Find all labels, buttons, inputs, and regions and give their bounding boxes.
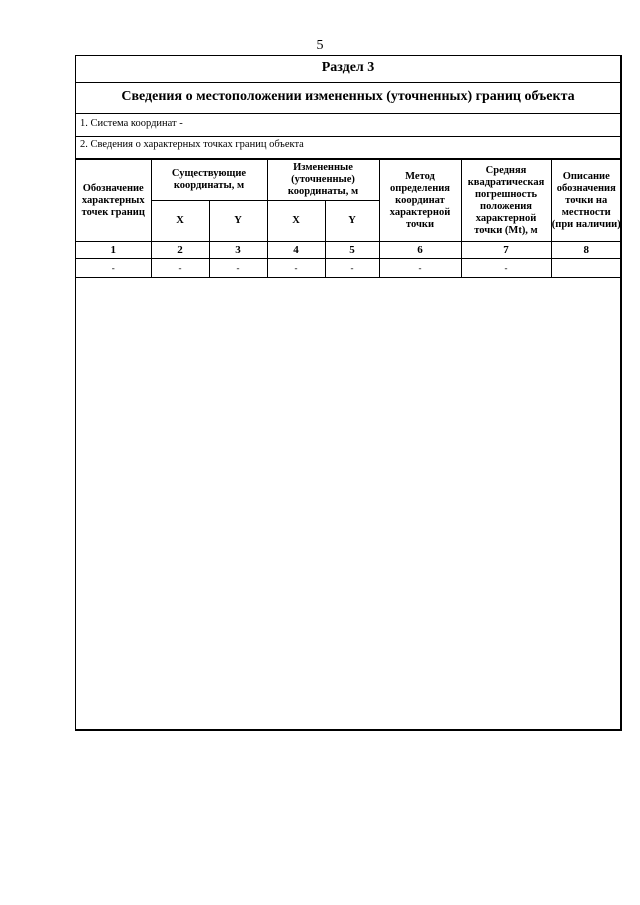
header-changed-coords: Измененные (уточненные) координаты, м bbox=[267, 160, 379, 201]
section-title: Раздел 3 bbox=[76, 56, 620, 83]
page-number: 5 bbox=[316, 38, 324, 53]
table-cell: - bbox=[76, 259, 151, 278]
table-header-row bbox=[76, 160, 621, 201]
header-error: Средняя квадратическая погрешность положения характерной точки (Mt), м bbox=[461, 160, 551, 242]
column-number: 3 bbox=[209, 242, 267, 259]
header-changed-x: X bbox=[267, 201, 325, 242]
column-number: 1 bbox=[76, 242, 151, 259]
table-cell: - bbox=[209, 259, 267, 278]
header-existing-x: X bbox=[151, 201, 209, 242]
column-number-row bbox=[76, 242, 621, 259]
table-cell: - bbox=[325, 259, 379, 278]
column-number: 7 bbox=[461, 242, 551, 259]
header-method: Метод определения координат характерной точки bbox=[379, 160, 461, 242]
object-title: Сведения о местоположении измененных (уточненных) границ объекта bbox=[76, 82, 620, 114]
table-cell: - bbox=[267, 259, 325, 278]
column-number: 5 bbox=[325, 242, 379, 259]
characteristic-points-table bbox=[76, 159, 621, 278]
points-heading: 2. Сведения о характерных точках границ объекта bbox=[76, 137, 620, 159]
table-cell: - bbox=[151, 259, 209, 278]
table-row bbox=[76, 259, 621, 278]
table-cell: - bbox=[379, 259, 461, 278]
column-number: 6 bbox=[379, 242, 461, 259]
coordinate-system-line: 1. Система координат - bbox=[76, 113, 620, 137]
header-changed-y: Y bbox=[325, 201, 379, 242]
header-designation: Обозначение характерных точек границ bbox=[76, 160, 151, 242]
table-cell: - bbox=[461, 259, 551, 278]
document-frame bbox=[75, 55, 622, 731]
column-number: 2 bbox=[151, 242, 209, 259]
header-existing-y: Y bbox=[209, 201, 267, 242]
column-number: 8 bbox=[551, 242, 621, 259]
header-existing-coords: Существующие координаты, м bbox=[151, 160, 267, 201]
column-number: 4 bbox=[267, 242, 325, 259]
table-cell bbox=[551, 259, 621, 278]
header-description: Описание обозначения точки на местности (при наличии) bbox=[551, 160, 621, 242]
